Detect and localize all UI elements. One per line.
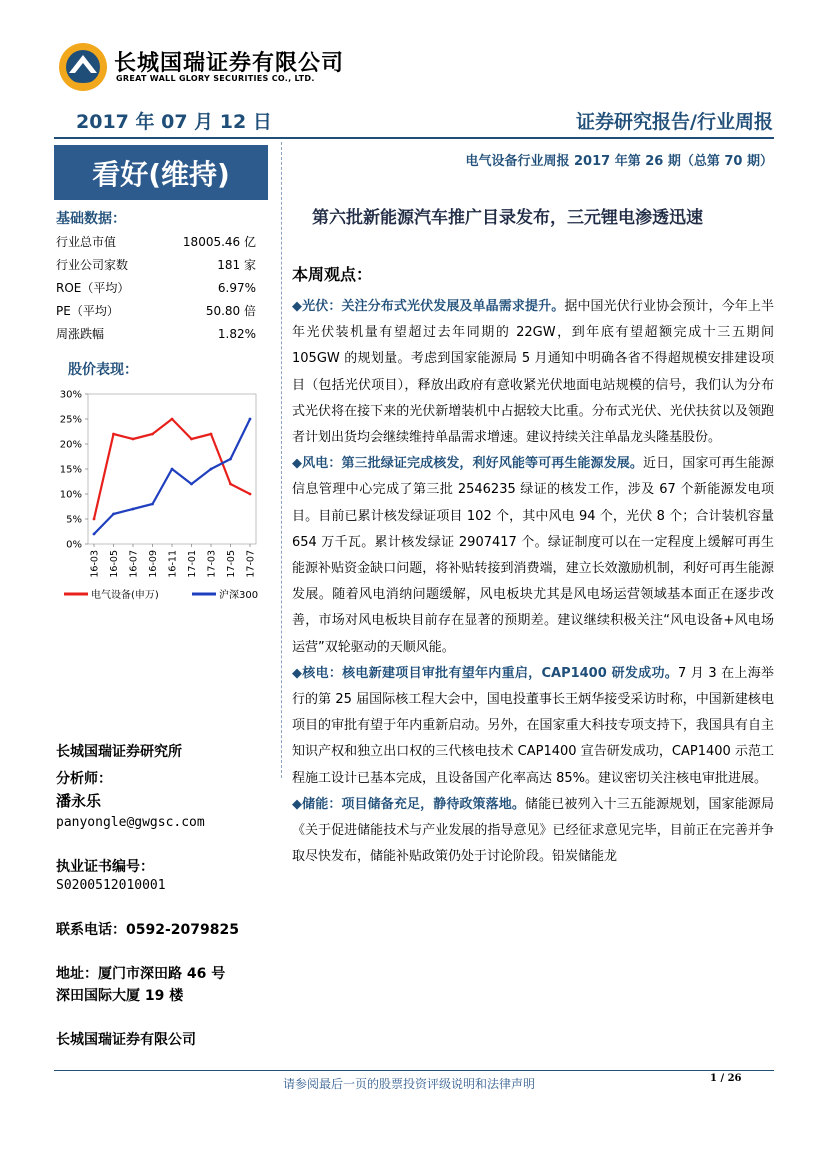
- series-point: [112, 513, 115, 516]
- row-value: 181 家: [217, 258, 256, 272]
- paragraph-lead: ◆光伏：关注分布式光伏发展及单晶需求提升。: [292, 299, 565, 314]
- rating-badge: 看好(维持): [54, 145, 268, 200]
- paragraph-storage: [292, 792, 774, 871]
- legend-label: 沪深300: [219, 590, 259, 601]
- x-tick-label: 16-09: [148, 550, 159, 578]
- report-title: 第六批新能源汽车推广目录发布，三元锂电渗透迅速: [312, 208, 703, 228]
- research-institute: 长城国瑞证券研究所: [56, 744, 182, 760]
- company-logo-icon: [58, 42, 108, 92]
- x-tick-label: 16-07: [128, 550, 140, 578]
- weekly-view-body: [292, 294, 774, 870]
- row-label: PE（平均）: [56, 304, 119, 318]
- series-point: [190, 438, 193, 441]
- paragraph-lead: ◆核电：核电新建项目审批有望年内重启，CAP1400 研发成功。: [292, 665, 679, 681]
- paragraph-text: 储能已被列入十三五能源规划，国家能源局《关于促进储能技术与产业发展的指导意见》已经征求意见完毕，目前正在完善并争取尽快发布，储能补贴政策仍处于讨论阶段。铅炭储能龙: [292, 796, 774, 865]
- basic-data-heading: 基础数据：: [56, 211, 126, 227]
- y-tick-label: 30%: [59, 389, 82, 401]
- legend-label: 电气设备(申万): [91, 590, 159, 601]
- column-divider: [281, 142, 282, 778]
- paragraph-text: 7 月 3 在上海举行的第 25 届国际核工程大会中，国电投董事长王炳华接受采访时称，中国新建核电项目的审批有望于年内重新启动。另外，在国家重大科技专项支持下，我国具有自主知识产权和独立出口权的三代核电技术 CAP1400 宣告研发成功，CAP1400 示范工程施工设计已基本完成，且设备国产化率高达 85%。建议密切关注核电审批进展。: [292, 665, 774, 786]
- series-point: [93, 533, 96, 536]
- series-point: [112, 433, 115, 436]
- series-point: [151, 503, 154, 506]
- page-number: 1 / 26: [710, 1073, 742, 1084]
- series-point: [93, 518, 96, 521]
- table-row: [56, 253, 256, 276]
- footer-divider: [54, 1070, 774, 1071]
- series-point: [249, 493, 252, 496]
- x-tick-label: 16-05: [109, 550, 120, 578]
- report-subtitle: 电气设备行业周报 2017 年第 26 期（总第 70 期）: [465, 154, 773, 169]
- series-point: [132, 438, 135, 441]
- analyst-label: 分析师：: [56, 771, 112, 787]
- x-tick-label: 17-05: [226, 550, 237, 578]
- paragraph-lead: ◆储能：项目储备充足，静待政策落地。: [292, 796, 525, 812]
- paragraph-nuclear: [292, 661, 774, 792]
- footer-disclaimer: 请参阅最后一页的股票投资评级说明和法律声明: [283, 1077, 536, 1091]
- cert-number: S0200512010001: [56, 878, 166, 893]
- address-line-1: 地址：厦门市深田路 46 号: [56, 966, 226, 982]
- y-tick-label: 20%: [59, 439, 82, 451]
- x-tick-label: 16-11: [167, 550, 179, 578]
- paragraph-text: 据中国光伏行业协会预计，今年上半年光伏装机量有望超过去年同期的 22GW，到年底有望超额完成十三五期间 105GW 的规划量。考虑到国家能源局 5 月通知中明确各省不得超规模安排建设项目（包括光伏项目），释放出政府有意收紧光伏地面电站规模的信号，我们认为分布式光伏将在接下来的光伏新增装机中占据较大比重。分布式光伏、光伏扶贫以及领跑者计划出货均会继续维持单晶需求增速。建议持续关注单晶龙头隆基股份。: [292, 299, 774, 446]
- table-row: [56, 322, 256, 345]
- contact-phone: 联系电话：0592-2079825: [56, 922, 239, 938]
- series-point: [249, 418, 252, 421]
- address-line-2: 深田国际大厦 19 楼: [56, 988, 184, 1004]
- paragraph-solar: [292, 294, 774, 451]
- x-tick-label: 16-03: [89, 550, 101, 578]
- basic-data-table: [56, 230, 256, 345]
- report-type: 证券研究报告/行业周报: [576, 111, 773, 133]
- row-label: 行业总市值: [56, 235, 117, 249]
- price-chart-heading: 股价表现：: [68, 362, 138, 378]
- paragraph-wind: [292, 451, 774, 661]
- report-date: 2017 年 07 月 12 日: [76, 111, 272, 133]
- header-divider: [54, 137, 774, 139]
- series-point: [171, 468, 174, 471]
- price-chart: [56, 380, 268, 610]
- x-tick-label: 17-03: [206, 550, 218, 578]
- y-tick-label: 5%: [66, 514, 82, 526]
- paragraph-lead: ◆风电：第三批绿证完成核发，利好风能等可再生能源发展。: [292, 456, 643, 472]
- sidebar-company-name: 长城国瑞证券有限公司: [56, 1032, 196, 1048]
- row-value: 1.82%: [217, 326, 256, 341]
- series-point: [210, 468, 213, 471]
- company-name-en: GREAT WALL GLORY SECURITIES CO., LTD.: [116, 74, 315, 83]
- series-point: [171, 418, 174, 421]
- series-point: [132, 508, 135, 511]
- x-tick-label: 17-01: [187, 550, 198, 578]
- row-value: 50.80 倍: [205, 304, 256, 318]
- row-label: ROE（平均）: [56, 281, 130, 295]
- y-tick-label: 10%: [59, 489, 82, 501]
- analyst-name: 潘永乐: [56, 792, 102, 810]
- row-label: 周涨跌幅: [56, 327, 105, 341]
- analyst-email[interactable]: panyongle@gwgsc.com: [56, 815, 205, 830]
- row-label: 行业公司家数: [56, 258, 129, 272]
- series-point: [229, 458, 232, 461]
- cert-label: 执业证书编号：: [56, 859, 154, 875]
- y-tick-label: 25%: [59, 414, 82, 426]
- y-tick-label: 15%: [59, 464, 82, 476]
- y-tick-label: 0%: [66, 539, 82, 551]
- series-point: [229, 483, 232, 486]
- company-name-cn: 长城国瑞证券有限公司: [114, 51, 345, 76]
- table-row: [56, 276, 256, 299]
- series-point: [190, 483, 193, 486]
- row-value: 18005.46 亿: [182, 235, 256, 249]
- weekly-view-heading: 本周观点：: [292, 265, 373, 284]
- table-row: [56, 230, 256, 253]
- x-tick-label: 17-07: [245, 550, 257, 578]
- paragraph-text: 近日，国家可再生能源信息管理中心完成了第三批 2546235 绿证的核发工作，涉及 67 个新能源发电项目。目前已累计核发绿证项目 102 个，其中风电 94 个，光伏 8 个；合计装机容量 654 万千瓦。累计核发绿证 2907417 个。绿证制度可以在一定程度上缓解可再生能源补贴资金缺口问题，将补贴转接到消费端，建立长效激励机制，利好可再生能源发展。随着风电消纳问题缓解，风电板块尤其是风电场运营领域基本面正在逐步改善，市场对风电板块目前存在显著的预期差。建议继续积极关注“风电设备+风电场运营”双轮驱动的天顺风能。: [292, 456, 774, 655]
- row-value: 6.97%: [217, 280, 256, 295]
- series-point: [210, 433, 213, 436]
- table-row: [56, 299, 256, 322]
- series-point: [151, 433, 154, 436]
